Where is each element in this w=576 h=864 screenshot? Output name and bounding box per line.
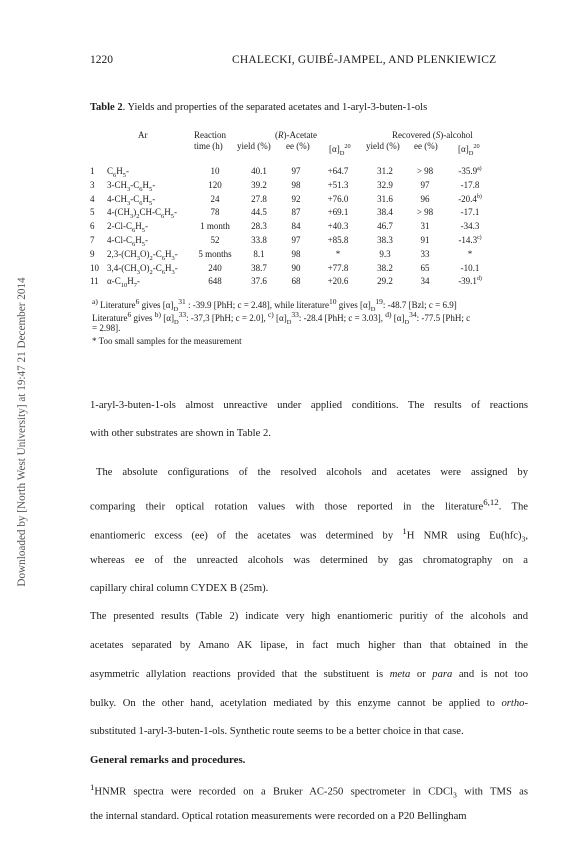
header-reaction: Reaction xyxy=(194,130,226,140)
table-cell-ar: $4-Cl-C_6H_5-$ xyxy=(107,235,148,248)
table-cell-time: 120 xyxy=(208,179,222,190)
header-yield: yield (%) xyxy=(237,141,271,151)
paragraph-1-line-1: 1-aryl-3-buten-1-ols almost unreactive under applied conditions. The results of reactions xyxy=(90,400,528,411)
table-cell-ee2: 33 xyxy=(420,248,430,259)
header-ar: Ar xyxy=(138,130,148,140)
table-cell-rot2: -17.8 xyxy=(460,179,480,190)
section-heading: General remarks and procedures. xyxy=(90,754,246,766)
table-cell-time: 78 xyxy=(210,207,220,218)
footnote-4: * Too small samples for the measurement xyxy=(92,336,242,346)
paragraph-2-line-1: The absolute configurations of the resolved alcohols and acetates were assigned by xyxy=(96,467,528,478)
table-cell-yield2: 32.9 xyxy=(377,179,393,190)
table-cell-ar: $4-CH_3-C_6H_5-$ xyxy=(107,193,156,207)
footnote-3: = 2.98]. xyxy=(92,323,121,333)
table-cell-yield2: 38.2 xyxy=(377,262,393,273)
table-cell-ee2: 91 xyxy=(420,235,430,245)
table-cell-rot: +76.0 xyxy=(327,193,349,204)
table-cell-ar: $C_6H_5-$ xyxy=(107,166,129,179)
table-cell-ee: 84 xyxy=(291,221,301,232)
table-cell-ee: 90 xyxy=(291,262,301,273)
header-acetate: (R)-Acetate xyxy=(275,130,317,140)
paragraph-2-line-5: capillary chiral column CYDEX B (25m). xyxy=(90,583,269,594)
table-cell-time: 1 month xyxy=(200,221,230,232)
header-ee-alcohol: ee (%) xyxy=(414,141,438,151)
header-time: time (h) xyxy=(194,141,223,151)
table-cell-rot: +85.8 xyxy=(327,235,349,245)
table-cell-ee2: 97 xyxy=(420,179,430,190)
table-cell-rot2: -39.1$^{d)}$ xyxy=(458,276,482,287)
table-cell-yield2: 9.3 xyxy=(379,248,391,259)
header-rotation: $[\alpha]_D^{20}$ xyxy=(329,143,351,157)
table-cell-rot2: -20.4$^{b)}$ xyxy=(458,193,482,204)
table-cell-yield: 37.6 xyxy=(251,276,267,287)
table-cell-yield2: 31.6 xyxy=(377,193,393,204)
paragraph-1-line-2: with other substrates are shown in Table 2. xyxy=(90,428,271,439)
table-cell-no: 7 xyxy=(90,235,95,245)
table-cell-ee: 68 xyxy=(291,276,301,287)
table-cell-yield: 38.7 xyxy=(251,262,267,273)
table-cell-yield2: 38.4 xyxy=(377,207,393,218)
table-cell-rot2: -17.1 xyxy=(460,207,480,218)
table-cell-rot2: -14.3$^{c)}$ xyxy=(458,235,482,245)
table-cell-yield2: 38.3 xyxy=(377,235,393,245)
table-cell-time: 5 months xyxy=(198,248,232,259)
table-cell-rot2: -34.3 xyxy=(460,221,480,232)
table-cell-ee2: 34 xyxy=(420,276,430,287)
table-caption-text: . Yields and properties of the separated acetates and 1-aryl-3-buten-1-ols xyxy=(122,102,428,113)
running-header: CHALECKI, GUIBÉ-JAMPEL, AND PLENKIEWICZ xyxy=(232,54,497,66)
paragraph-4-line-1: $^1$HNMR spectra were recorded on a Bruker AC-250 spectrometer in CDCl$_3$ with TMS as xyxy=(90,782,528,800)
page-number: 1220 xyxy=(90,54,113,66)
table-cell-rot2: -10.1 xyxy=(460,262,480,273)
table-cell-ar: $\alpha-C_{10}H_7-$ xyxy=(107,276,140,290)
table-cell-yield: 8.1 xyxy=(253,248,265,259)
table-cell-no: 1 xyxy=(90,166,95,176)
table-cell-time: 52 xyxy=(210,235,220,245)
paragraph-3-line-2: acetates separated by Amano AK lipase, in fact much higher than that obtained in the xyxy=(90,640,528,651)
table-cell-rot: +40.3 xyxy=(327,221,349,232)
table-cell-rot: +77.8 xyxy=(327,262,349,273)
table-cell-yield2: 46.7 xyxy=(377,221,393,232)
header-alcohol: Recovered (S)-alcohol xyxy=(392,130,473,140)
table-cell-ee: 98 xyxy=(291,248,301,259)
paragraph-2-line-3: enantiomeric excess (ee) of the acetates was determined by $^1$H NMR using $Eu(hfc)_3$, xyxy=(90,526,528,544)
table-cell-ar: $3,4-(CH_3O)_2-C_6H_3-$ xyxy=(107,262,178,276)
paragraph-2-line-2: comparing their optical rotation values with those reported in the literature$^{6,12}$. The xyxy=(90,497,528,513)
table-cell-ee: 87 xyxy=(291,207,301,218)
table-cell-no: 4 xyxy=(90,193,95,204)
table-cell-ee: 97 xyxy=(291,235,301,245)
table-cell-yield2: 31.2 xyxy=(377,166,393,176)
table-cell-rot: * xyxy=(335,248,341,259)
table-cell-no: 9 xyxy=(90,248,95,259)
footnote-2: Literature$^6$ gives $^{b)}$ $[\alpha]_D^{33}$: -37,3 [PhH; c = 2.0], $^{c)}$ $[\alpha]_D^{33}$: -28.4 [PhH; c = 3.03], $^{d)}$ $[\alpha]_D^{34}$: -77.5 [PhH; c xyxy=(92,310,471,326)
header-ee: ee (%) xyxy=(286,141,310,151)
table-cell-rot: +69.1 xyxy=(327,207,349,218)
table-cell-ar: $4-(CH_3)_2CH-C_6H_5-$ xyxy=(107,207,177,221)
table-cell-yield: 40.1 xyxy=(251,166,267,176)
table-cell-time: 10 xyxy=(210,166,220,176)
table-cell-ee2: 65 xyxy=(420,262,430,273)
paragraph-3-line-5: substituted 1-aryl-3-buten-1-ols. Synthetic route seems to be a better choice in that case. xyxy=(90,726,464,737)
table-cell-rot: +64.7 xyxy=(327,166,349,176)
header-rotation-alcohol: $[\alpha]_D^{20}$ xyxy=(458,143,480,157)
table-cell-rot: +51.3 xyxy=(327,179,349,190)
table-cell-time: 648 xyxy=(208,276,222,287)
table-cell-ee: 98 xyxy=(291,179,301,190)
table-cell-ar: $3-CH_3-C_6H_5-$ xyxy=(107,179,156,193)
table-cell-ee2: 96 xyxy=(420,193,430,204)
table-cell-ar: $2-Cl-C_6H_5-$ xyxy=(107,221,148,234)
table-cell-no: 5 xyxy=(90,207,95,218)
table-cell-ee2: > 98 xyxy=(416,166,434,176)
table-cell-yield: 44.5 xyxy=(251,207,267,218)
footnote-1: $^{a)}$ Literature$^6$ gives $[\alpha]_D^{31}$ : -39.9 [PhH; c = 2.48], while literature$^{10}$ gives $[\alpha]_D^{19}$: -48.7 [Bzl; c = 6.9] xyxy=(92,297,457,313)
paragraph-2-line-4: whereas ee of the unreacted alcohols was determined by gas chromatography on a xyxy=(90,555,528,566)
table-cell-no: 6 xyxy=(90,221,95,232)
table-cell-rot2: * xyxy=(467,248,473,259)
paragraph-3-line-4: bulky. On the other hand, acetylation mediated by this enzyme cannot be applied to ortho- xyxy=(90,698,528,709)
table-cell-no: 11 xyxy=(90,276,99,287)
table-cell-ee: 97 xyxy=(291,166,301,176)
header-yield-alcohol: yield (%) xyxy=(366,141,400,151)
table-cell-ee2: 31 xyxy=(420,221,430,232)
table-cell-ee: 92 xyxy=(291,193,301,204)
table-cell-yield: 28.3 xyxy=(251,221,267,232)
table-cell-no: 3 xyxy=(90,179,95,190)
table-cell-ar: $2,3-(CH_3O)_2-C_6H_3-$ xyxy=(107,248,178,262)
table-cell-rot2: -35.9$^{a)}$ xyxy=(458,166,482,176)
paragraph-3-line-1: The presented results (Table 2) indicate very high enantiomeric puritiy of the alcohols and xyxy=(90,611,528,622)
table-caption xyxy=(90,102,427,113)
table-cell-no: 10 xyxy=(90,262,99,273)
table-cell-yield: 33.8 xyxy=(251,235,267,245)
table-cell-time: 24 xyxy=(210,193,220,204)
download-notice: Downloaded by [North West University] at 19:47 21 December 2014 xyxy=(16,277,28,587)
table-label: Table 2 xyxy=(90,102,123,113)
table-cell-yield: 39.2 xyxy=(251,179,267,190)
paragraph-3-line-3: asymmetric allylation reactions provided that the substituent is meta or para and is not too xyxy=(90,669,528,680)
table-cell-yield: 27.8 xyxy=(251,193,267,204)
table-cell-time: 240 xyxy=(208,262,222,273)
paragraph-4-line-2: the internal standard. Optical rotation measurements were recorded on a P20 Bellingham xyxy=(90,811,467,822)
table-cell-rot: +20.6 xyxy=(327,276,349,287)
table-cell-yield2: 29.2 xyxy=(377,276,393,287)
table-cell-ee2: > 98 xyxy=(416,207,434,218)
